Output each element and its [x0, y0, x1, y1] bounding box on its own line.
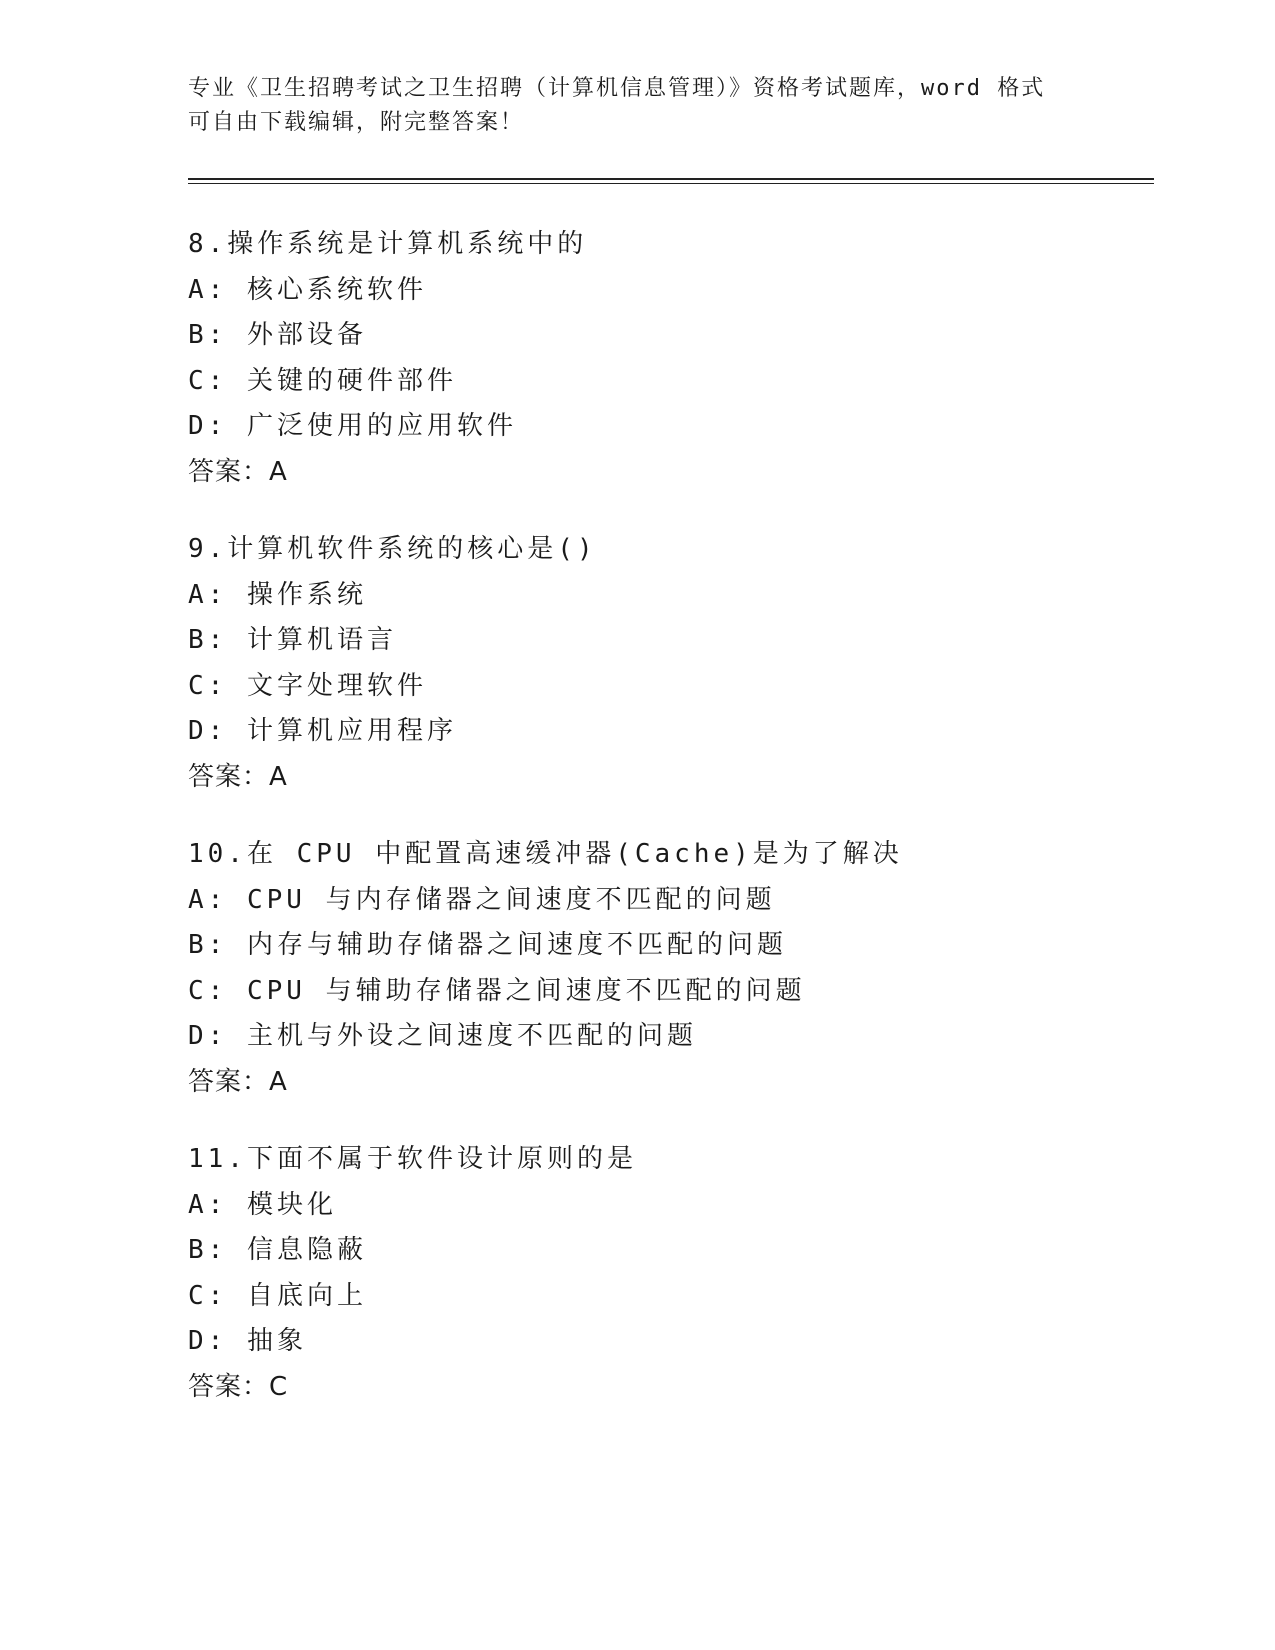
answer-label: 答案：A [188, 456, 288, 487]
option-a: A: 核心系统软件 [188, 274, 427, 305]
question-stem: 8.操作系统是计算机系统中的 [188, 229, 588, 259]
document-header [188, 72, 1088, 140]
option-b: B: 信息隐蔽 [188, 1235, 367, 1265]
option-b: B: 内存与辅助存储器之间速度不匹配的问题 [188, 930, 787, 960]
header-divider-thin [188, 183, 1154, 184]
question-stem: 9.计算机软件系统的核心是() [188, 534, 597, 564]
header-title-line-2: 可自由下载编辑，附完整答案！ [188, 110, 525, 135]
option-d: D: 抽象 [188, 1326, 307, 1356]
question-8 [188, 222, 1148, 495]
option-d: D: 计算机应用程序 [188, 716, 457, 746]
header-title-line-1: 专业《卫生招聘考试之卫生招聘（计算机信息管理）》资格考试题库，word 格式 [188, 76, 1046, 101]
question-11 [188, 1137, 1148, 1410]
option-b: B: 外部设备 [188, 320, 367, 350]
answer-label: 答案：C [188, 1371, 289, 1402]
option-a: A: 操作系统 [188, 579, 367, 610]
option-a: A: CPU 与内存储器之间速度不匹配的问题 [188, 884, 776, 915]
question-9 [188, 527, 1148, 800]
question-stem: 11.下面不属于软件设计原则的是 [188, 1144, 637, 1174]
answer-label: 答案：A [188, 1066, 288, 1097]
option-c: C: CPU 与辅助存储器之间速度不匹配的问题 [188, 975, 806, 1006]
question-10 [188, 832, 1148, 1105]
answer-label: 答案：A [188, 761, 288, 792]
option-d: D: 主机与外设之间速度不匹配的问题 [188, 1021, 697, 1051]
question-stem: 10.在 CPU 中配置高速缓冲器(Cache)是为了解决 [188, 839, 903, 869]
header-divider-thick [188, 178, 1154, 180]
option-b: B: 计算机语言 [188, 625, 397, 655]
option-a: A: 模块化 [188, 1189, 337, 1220]
option-c: C: 关键的硬件部件 [188, 365, 457, 396]
option-c: C: 文字处理软件 [188, 670, 427, 701]
option-d: D: 广泛使用的应用软件 [188, 411, 517, 441]
option-c: C: 自底向上 [188, 1280, 367, 1311]
